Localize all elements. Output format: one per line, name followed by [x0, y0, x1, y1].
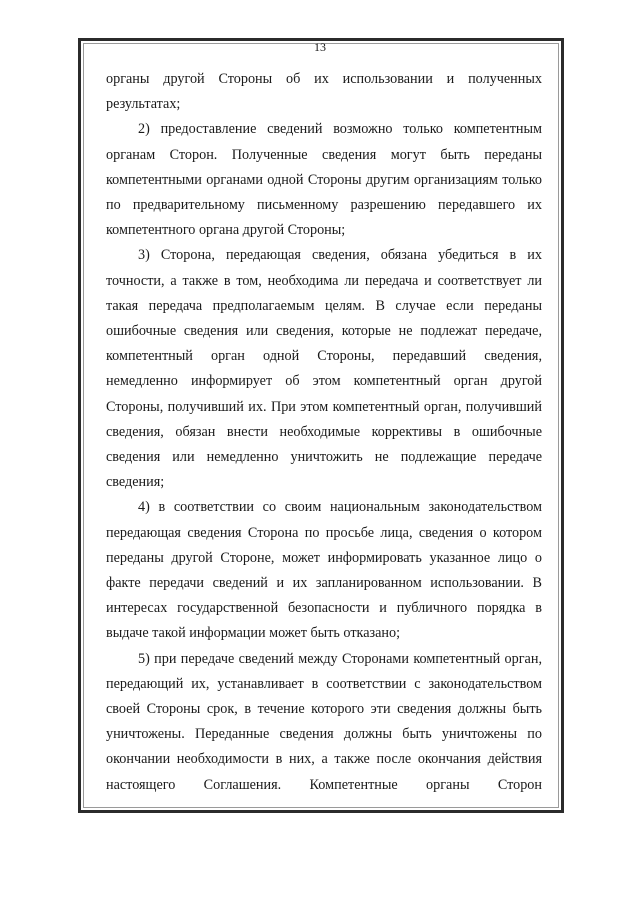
paragraph-item-4: 4) в соответствии со своим национальным законодательством передающая сведения Сторона по просьбе лица, сведения о котором переданы другой Стороне, может информировать указанное лицо о факте передачи сведений и их запланированном использовании. В интересах государственной безопасности и публичного порядка в выдаче такой информации может быть отказано; — [106, 499, 542, 642]
paragraph-item-2: 2) предоставление сведений возможно только компетентным органам Сторон. Полученные сведения могут быть переданы компетентными органами одной Стороны другим организациям только по предварительному письменному разрешению передавшего их компетентного органа другой Стороны; — [106, 121, 542, 239]
document-body — [106, 67, 542, 798]
paragraph-item-3: 3) Сторона, передающая сведения, обязана убедиться в их точности, а также в том, необходима ли передача и соответствует ли такая передача предполагаемым целям. В случае если переданы ошибочные сведения или сведения, которые не подлежат передаче, компетентный орган одной Стороны, передавший сведения, немедленно информирует об этом компетентный орган другой Стороны, получивший их. При этом компетентный орган, получивший сведения, обязан внести необходимые коррективы в ошибочные сведения или немедленно уничтожить не подлежащие передаче сведения; — [106, 247, 542, 491]
page-number: 13 — [314, 40, 326, 54]
paragraph-item-5: 5) при передаче сведений между Сторонами компетентный орган, передающий их, устанавливает в соответствии с законодательством своей Стороны срок, в течение которого эти сведения должны быть уничтожены. Переданные сведения должны быть уничтожены по окончании необходимости в них, а также после окончания действия настоящего Соглашения. Компетентные органы Сторон — [106, 650, 542, 793]
paragraph-continuation: органы другой Стороны об их использовании и полученных результатах; — [106, 71, 542, 113]
